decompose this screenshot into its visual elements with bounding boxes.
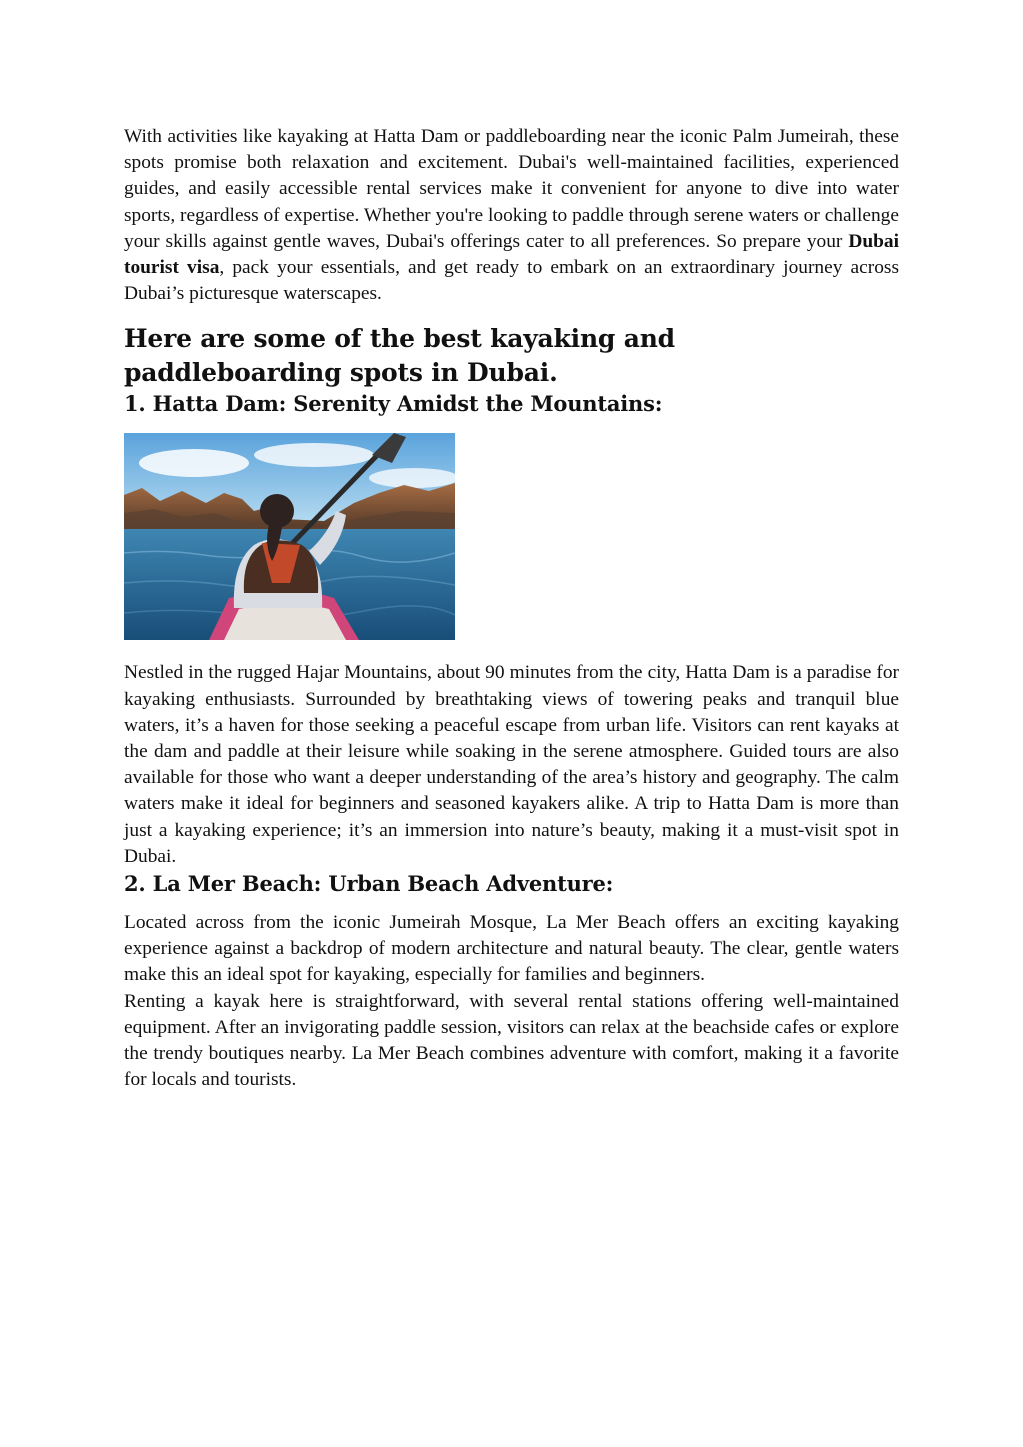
hatta-dam-photo bbox=[124, 433, 455, 640]
hatta-dam-paragraph: Nestled in the rugged Hajar Mountains, about 90 minutes from the city, Hatta Dam is a paradise for kayaking enthusiasts. Surrounded by breathtaking views of towering peaks and tranquil blue waters, it’s a haven for those seeking a peaceful escape from urban life. Visitors can rent kayaks at the dam and paddle at their leisure while soaking in the serene atmosphere. Guided tours are also available for those who want a deeper understanding of the area’s history and geography. The calm waters make it ideal for beginners and seasoned kayakers alike. A trip to Hatta Dam is more than just a kayaking experience; it’s an immersion into nature’s beauty, making it a must-visit spot in Dubai. bbox=[124, 662, 899, 867]
la-mer-beach-heading: 2. La Mer Beach: Urban Beach Adventure: bbox=[124, 871, 614, 897]
intro-text-before: With activities like kayaking at Hatta Dam or paddleboarding near the iconic Palm Jumeirah, these spots promise both relaxation and excitement. Dubai's well-maintained facilities, experienced guides, and easily accessible rental services make it convenient for anyone to dive into water sports, regardless of expertise. Whether you're looking to paddle through serene waters or challenge your skills against gentle waves, Dubai's offerings cater to all preferences. So prepare your bbox=[124, 126, 899, 252]
document-page bbox=[124, 124, 899, 1093]
la-mer-paragraph-2: Renting a kayak here is straightforward, with several rental stations offering well-maintained equipment. After an invigorating paddle session, visitors can relax at the beachside cafes or explore the trendy boutiques nearby. La Mer Beach combines adventure with comfort, making it a favorite for locals and tourists. bbox=[124, 990, 899, 1091]
intro-paragraph bbox=[124, 124, 899, 307]
main-heading: Here are some of the best kayaking and paddleboarding spots in Dubai. bbox=[124, 324, 675, 388]
hatta-dam-heading: 1. Hatta Dam: Serenity Amidst the Mountains: bbox=[124, 391, 663, 417]
dubai-tourist-visa-link[interactable]: Dubai tourist visa bbox=[124, 230, 899, 279]
intro-text-after: , pack your essentials, and get ready to embark on an extraordinary journey across Dubai’s picturesque waterscapes. bbox=[124, 257, 899, 305]
la-mer-paragraph-1: Located across from the iconic Jumeirah Mosque, La Mer Beach offers an exciting kayaking experience against a backdrop of modern architecture and natural beauty. The clear, gentle waters make this an ideal spot for kayaking, especially for families and beginners. bbox=[124, 912, 899, 986]
